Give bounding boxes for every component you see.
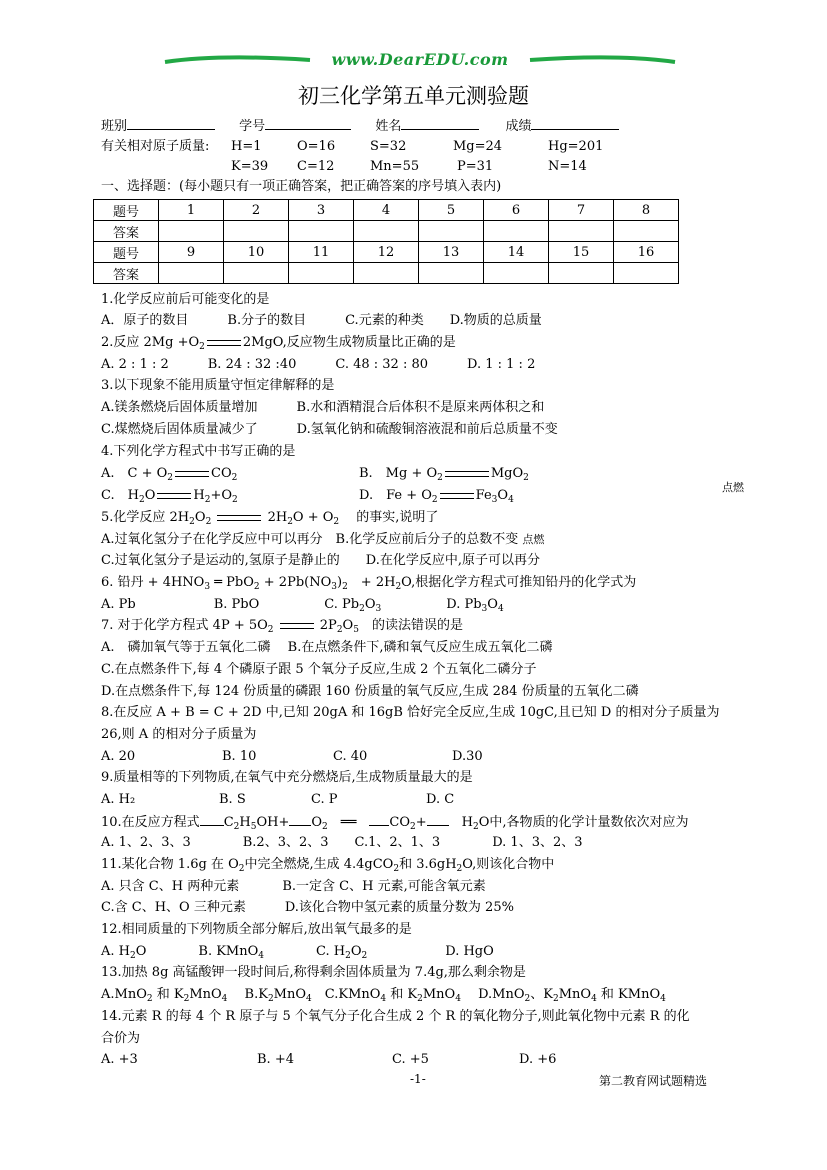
row-label: 题号 (94, 242, 159, 263)
mass-c: C=12 (297, 159, 335, 174)
masses-label: 有关相对原子质量: (101, 139, 210, 154)
answer-cell[interactable] (159, 263, 224, 284)
answer-cell[interactable] (484, 263, 549, 284)
q-num: 16 (614, 242, 679, 263)
q7-option-c: C.在点燃条件下,每 4 个磷原子跟 5 个氧分子反应,生成 2 个五氧化二磷分子 (101, 662, 537, 677)
q10: 10.在反应方程式 $C_2H_5OH+ O_2$ ══ $CO_2+$ $H_2O$中,各物质的化学计量数依次对应为 (101, 815, 689, 832)
q12-options: A. $H_2O$ B. KMnO$_4$ C. $H_2O_2$ D. HgO (101, 944, 494, 961)
footer-source: 第二教育网试题精选 (599, 1074, 708, 1088)
q14-option-c: C. +5 (392, 1052, 429, 1067)
q-num: 2 (224, 200, 289, 221)
q2: 2.反应 $2Mg +O_2$ 2MgO,反应物生成物质量比正确的是 (101, 335, 456, 352)
banner-url[interactable]: www.DearEDU.com (331, 50, 509, 69)
q11-options-ab: A. 只含 C、H 两种元素 B.一定含 C、H 元素,可能含氧元素 (101, 879, 486, 894)
q8-option-c: C. 40 (333, 749, 368, 764)
q4-option-c: C. $H_2O$ $H_2+O_2$ (101, 488, 238, 505)
answer-cell[interactable] (549, 263, 614, 284)
answer-cell[interactable] (549, 221, 614, 242)
q5-options-ab: A.过氧化氢分子在化学反应中可以再分 B.化学反应前后分子的总数不变 点燃 (101, 532, 545, 547)
side-note: 点燃 (722, 481, 744, 494)
q2-options: A. 2 : 1 : 2 B. 24 : 32 :40 C. 48 : 32 : 80 D. 1 : 1 : 2 (101, 357, 536, 372)
q3: 3.以下现象不能用质量守恒定律解释的是 (101, 378, 335, 393)
q7: 7. 对于化学方程式 $4P + 5O_2$ $2P_2O_5$ 的读法错误的是 (101, 618, 463, 635)
q-num: 12 (354, 242, 419, 263)
answer-cell[interactable] (614, 221, 679, 242)
answer-cell[interactable] (224, 221, 289, 242)
q-num: 13 (419, 242, 484, 263)
answer-cell[interactable] (289, 221, 354, 242)
table-row (94, 263, 679, 284)
q6: 6. 铅丹 + $4HNO_3$ ═ $PbO_2 + 2Pb(NO_3)_2$ + $2H_2O$,根据化学方程式可推知铅丹的化学式为 (101, 575, 637, 592)
student-info-row (101, 117, 619, 136)
q4: 4.下列化学方程式中书写正确的是 (101, 444, 296, 459)
mass-s: S=32 (370, 139, 407, 154)
answer-cell[interactable] (614, 263, 679, 284)
q6-options: A. Pb B. PbO C. $Pb_2O_3$ D. $Pb_3O_4$ (101, 597, 504, 614)
site-banner (160, 50, 680, 76)
table-row (94, 242, 679, 263)
q7-option-d: D.在点燃条件下,每 124 份质量的磷跟 160 份质量的氧气反应,生成 284 份质量的五氧化二磷 (101, 684, 639, 699)
q4-option-a: A. $C + O_2$ $CO_2$ (101, 466, 238, 483)
mass-k: K=39 (231, 159, 269, 174)
answer-cell[interactable] (354, 221, 419, 242)
mass-hg: Hg=201 (548, 139, 604, 154)
q11-options-cd: C.含 C、H、O 三种元素 D.该化合物中氢元素的质量分数为 25% (101, 900, 514, 915)
q11: 11.某化合物 1.6g 在 $O_2$中完全燃烧,生成 4.4gCO$_2$和 $3.6gH_2O$,则该化合物中 (101, 857, 555, 874)
answer-cell[interactable] (419, 263, 484, 284)
q5: 5.化学反应 $2H_2O_2$ $2H_2O + O_2$ 的事实,说明了 (101, 510, 439, 527)
answer-cell[interactable] (419, 221, 484, 242)
q14-option-b: B. +4 (257, 1052, 294, 1067)
q13-options: A.MnO$_2$ 和 $K_2MnO_4$ $B.K_2MnO_4$ C.KMnO$_4$ 和 $K_2MnO_4$ D.MnO$_2$、$K_2MnO_4$ 和 KMnO$_4$ (101, 987, 666, 1004)
q-num: 10 (224, 242, 289, 263)
page-title: 初三化学第五单元测验题 (298, 84, 529, 108)
q8-option-b: B. 10 (222, 749, 257, 764)
mass-o: O=16 (297, 139, 336, 154)
name-label: 姓名 (375, 119, 402, 134)
answer-cell[interactable] (289, 263, 354, 284)
q5-options-cd: C.过氧化氢分子是运动的,氢原子是静止的 D.在化学反应中,原子可以再分 (101, 553, 540, 568)
q-num: 8 (614, 200, 679, 221)
q-num: 4 (354, 200, 419, 221)
q-num: 11 (289, 242, 354, 263)
q-num: 9 (159, 242, 224, 263)
class-label: 班别 (101, 119, 128, 134)
row-label: 题号 (94, 200, 159, 221)
q-num: 6 (484, 200, 549, 221)
q14-line2: 合价为 (101, 1031, 141, 1046)
answer-table (93, 199, 679, 284)
score-label: 成绩 (505, 119, 532, 134)
row-label: 答案 (94, 263, 159, 284)
table-row (94, 221, 679, 242)
page-number: -1- (410, 1072, 426, 1086)
q4-option-b: B. $Mg + O_2$ MgO$_2$ (359, 466, 529, 483)
q10-options: A. 1、2、3、3 B.2、3、2、3 C.1、2、1、3 D. 1、3、2、3 (101, 835, 583, 850)
answer-cell[interactable] (224, 263, 289, 284)
q14: 14.元素 R 的每 4 个 R 原子与 5 个氧气分子化合生成 2 个 R 的氧化物分子,则此氧化物中元素 R 的化 (101, 1009, 690, 1024)
mass-mn: Mn=55 (370, 159, 420, 174)
q9-option-c: C. P (311, 792, 338, 807)
q-num: 7 (549, 200, 614, 221)
answer-cell[interactable] (159, 221, 224, 242)
id-label: 学号 (239, 119, 266, 134)
q8-line2: 26,则 A 的相对分子质量为 (101, 727, 257, 742)
q12: 12.相同质量的下列物质全部分解后,放出氧气最多的是 (101, 922, 412, 937)
q14-option-d: D. +6 (519, 1052, 557, 1067)
atomic-mass-row1 (101, 138, 209, 156)
q8-option-d: D.30 (452, 749, 483, 764)
q13: 13.加热 8g 高锰酸钾一段时间后,称得剩余固体质量为 7.4g,那么剩余物是 (101, 965, 526, 980)
q-num: 14 (484, 242, 549, 263)
answer-cell[interactable] (484, 221, 549, 242)
mass-mg: Mg=24 (453, 139, 503, 154)
mass-h: H=1 (231, 139, 262, 154)
q8: 8.在反应 A + B = C + 2D 中,已知 20gA 和 16gB 恰好完全反应,生成 10gC,且已知 D 的相对分子质量为 (101, 705, 720, 720)
q1-options: A．原子的数目 B.分子的数目 C.元素的种类 D.物质的总质量 (101, 313, 542, 328)
q3-options-ab: A.镁条燃烧后固体质量增加 B.水和酒精混合后体积不是原来两体积之和 (101, 400, 545, 415)
q-num: 15 (549, 242, 614, 263)
mass-n: N=14 (548, 159, 587, 174)
q7-option-ab: A. 磷加氧气等于五氧化二磷 B.在点燃条件下,磷和氧气反应生成五氧化二磷 (101, 640, 553, 655)
answer-cell[interactable] (354, 263, 419, 284)
q9-option-b: B. S (219, 792, 246, 807)
q3-options-cd: C.煤燃烧后固体质量减少了 D.氢氧化钠和硫酸铜溶液混和前后总质量不变 (101, 422, 558, 437)
q9-option-a: A. H₂ (101, 792, 136, 807)
q9-option-d: D. C (426, 792, 455, 807)
row-label: 答案 (94, 221, 159, 242)
mass-p: P=31 (457, 159, 494, 174)
q-num: 3 (289, 200, 354, 221)
q9: 9.质量相等的下列物质,在氧气中充分燃烧后,生成物质量最大的是 (101, 770, 473, 785)
q4-option-d: D. $Fe + O_2$ $Fe_3O_4$ (359, 488, 514, 505)
q14-option-a: A. +3 (101, 1052, 138, 1067)
q8-option-a: A. 20 (101, 749, 136, 764)
section-heading: 一、选择题：(每小题只有一项正确答案，把正确答案的序号填入表内) (101, 179, 502, 194)
q-num: 1 (159, 200, 224, 221)
q-num: 5 (419, 200, 484, 221)
table-row (94, 200, 679, 221)
q1: 1.化学反应前后可能变化的是 (101, 292, 270, 307)
